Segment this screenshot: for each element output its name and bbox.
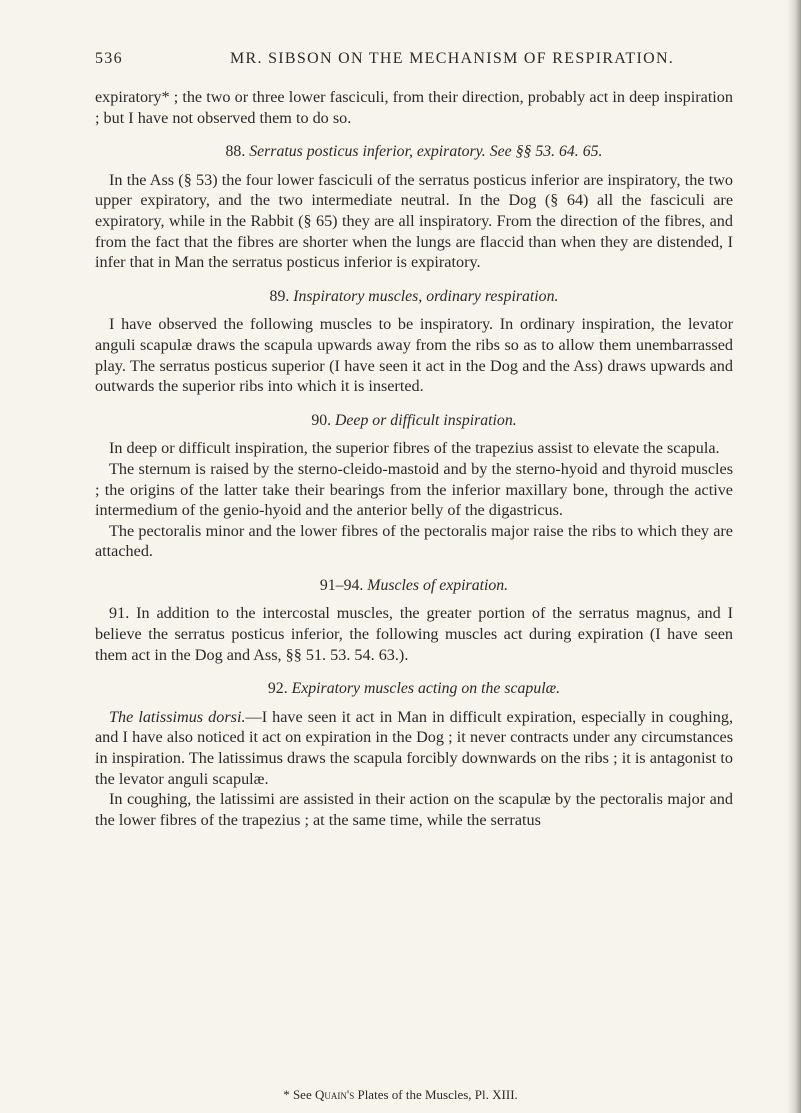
paragraph-90c: The pectoralis minor and the lower fibres of the pectoralis major raise the ribs to which they are attached.	[95, 521, 733, 561]
section-number: 88.	[225, 143, 246, 161]
running-title: MR. SIBSON ON THE MECHANISM OF RESPIRATION.	[230, 50, 675, 67]
footnote-mark: *	[283, 1087, 290, 1102]
paragraph-88: In the Ass (§ 53) the four lower fasciculi of the serratus posticus inferior are inspiratory, the two upper expiratory, and the two intermediate neutral. In the Dog (§ 64) all the fasciculi are expiratory, while in the Rabbit (§ 65) they are all inspiratory. From the direction of the fibres, and from the fact that the fibres are shorter when the lungs are flaccid than when they are distended, I infer that in Man the serratus posticus inferior is expiratory.	[95, 170, 733, 272]
page-edge-shadow	[787, 0, 801, 1113]
body-text	[95, 87, 733, 830]
section-number: 92.	[267, 680, 288, 698]
section-heading-92	[95, 679, 733, 700]
section-title: Inspiratory muscles, ordinary respiration.	[293, 287, 559, 305]
paragraph-body: —I have seen it act in Man in difficult expiration, especially in coughing, and I have also noticed it act on expiration in the Dog ; it never contracts under any circumstances in inspiration. The latissimus draws the scapula forcibly downwards on the ribs ; it is antagonist to the levator anguli scapulæ.	[95, 707, 733, 788]
footnote	[0, 1087, 801, 1103]
paragraph-90a: In deep or difficult inspiration, the superior fibres of the trapezius assist to elevate the scapula.	[109, 439, 720, 458]
section-title: Deep or difficult inspiration.	[335, 411, 517, 429]
footnote-rest: Plates of the Muscles, Pl. XIII.	[357, 1087, 518, 1102]
paragraph-92a	[95, 707, 733, 789]
footnote-author: Quain's	[314, 1087, 355, 1102]
section-title: Muscles of expiration.	[367, 576, 509, 594]
page-number: 536	[95, 50, 123, 67]
paragraph-91: 91. In addition to the intercostal muscles, the greater portion of the serratus magnus, and I believe the serratus posticus inferior, the following muscles act during expiration (I have seen them act in the Dog and Ass, §§ 51. 53. 54. 63.).	[95, 604, 733, 664]
section-heading-89	[95, 287, 733, 308]
footnote-see: See	[292, 1087, 312, 1102]
section-title: Expiratory muscles acting on the scapulæ.	[291, 680, 561, 698]
paragraph-intro: expiratory* ; the two or three lower fasciculi, from their direction, probably act in deep inspiration ; but I have not observed them to do so.	[95, 88, 733, 127]
section-title: Serratus posticus inferior, expiratory.	[249, 143, 486, 161]
section-heading-90	[95, 411, 733, 432]
section-number: 91–94.	[319, 576, 364, 594]
section-heading-88	[95, 142, 733, 163]
section-number: 90.	[311, 411, 332, 429]
section-crossref: See §§ 53. 64. 65.	[489, 143, 603, 161]
section-number: 89.	[269, 287, 290, 305]
paragraph-90b: The sternum is raised by the sterno-cleido-mastoid and by the sterno-hyoid and thyroid muscles ; the origins of the latter take their bearings from the inferior maxillary bone, through the active intermedium of the genio-hyoid and the anterior belly of the digastricus.	[95, 459, 733, 520]
paragraph-lead: The latissimus dorsi.	[109, 707, 246, 726]
paragraph-89: I have observed the following muscles to be inspiratory. In ordinary inspiration, the levator anguli scapulæ draws the scapula upwards away from the ribs so as to allow them unembarrassed play. The serratus posticus superior (I have seen it act in the Dog and the Ass) draws upwards and outwards the superior ribs into which it is inserted.	[95, 315, 733, 396]
section-heading-91	[95, 576, 733, 597]
paragraph-92b: In coughing, the latissimi are assisted in their action on the scapulæ by the pectoralis major and the lower fibres of the trapezius ; at the same time, while the serratus	[95, 790, 733, 829]
